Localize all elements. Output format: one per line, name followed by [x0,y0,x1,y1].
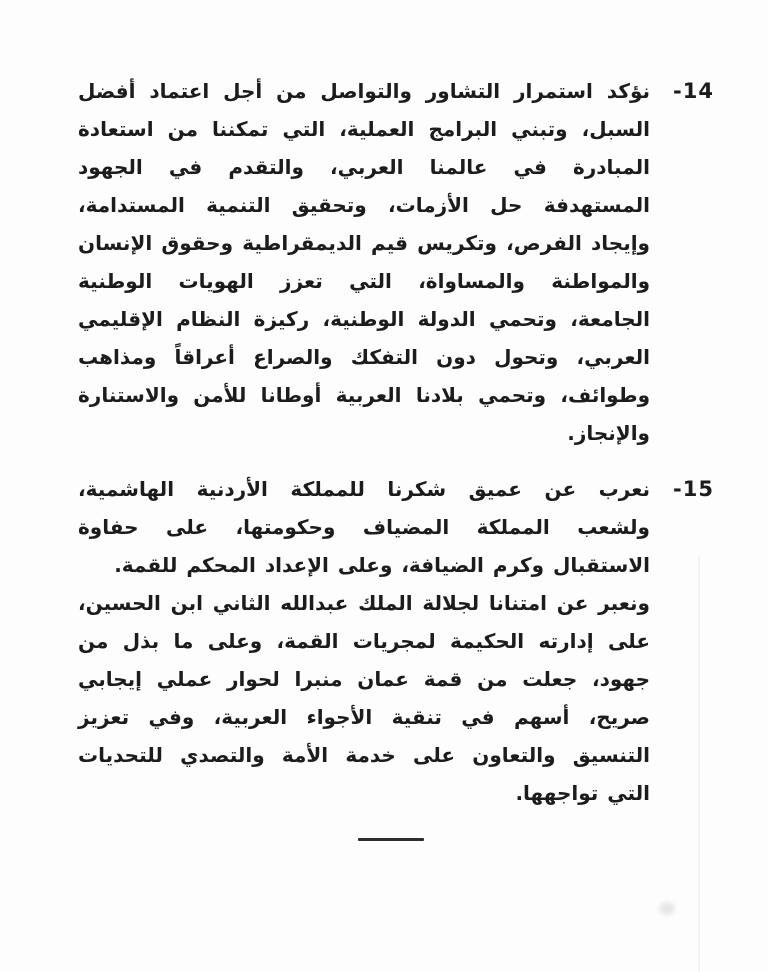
scan-smudge-artifact [659,902,675,915]
text-block [78,72,714,841]
scan-fold-line-artifact [698,555,700,972]
paragraph-15-text-part-2: ونعبر عن امتنانا لجلالة الملك عبدالله الثاني ابن الحسين، على إدارته الحكيمة لمجريات القمة، وعلى ما بذل من جهود، جعلت من قمة عمان منبرا لحوار عملي إيجابي صريح، أسهم في تنقية الأجواء العربية، وفي تعزيز التنسيق والتعاون على خدمة الأمة والتصدي للتحديات التي تواجهها. [78,591,650,805]
paragraph-14-number: 14- [673,79,714,103]
paragraph-14 [78,72,714,452]
end-of-section-rule [358,838,424,841]
paragraph-14-text: نؤكد استمرار التشاور والتواصل من أجل اعتماد أفضل السبل، وتبني البرامج العملية، التي تمكننا من استعادة المبادرة في عالمنا العربي، والتقدم في الجهود المستهدفة حل الأزمات، وتحقيق التنمية المستدامة، وإيجاد الفرص، وتكريس قيم الديمقراطية وحقوق الإنسان والمواطنة والمساواة، التي تعزز الهويات الوطنية الجامعة، وتحمي الدولة الوطنية، ركيزة النظام الإقليمي العربي، وتحول دون التفكك والصراع أعراقاً ومذاهب وطوائف، وتحمي بلادنا العربية أوطانا للأمن والاستنارة والإنجاز. [78,79,650,445]
paragraph-15-text-part-1: نعرب عن عميق شكرنا للمملكة الأردنية الهاشمية، ولشعب المملكة المضياف وحكومتها، على حفاوة الاستقبال وكرم الضيافة، وعلى الإعداد المحكم للقمة. [78,477,650,577]
paragraph-15 [78,470,714,812]
paragraph-15-number: 15- [673,477,714,501]
